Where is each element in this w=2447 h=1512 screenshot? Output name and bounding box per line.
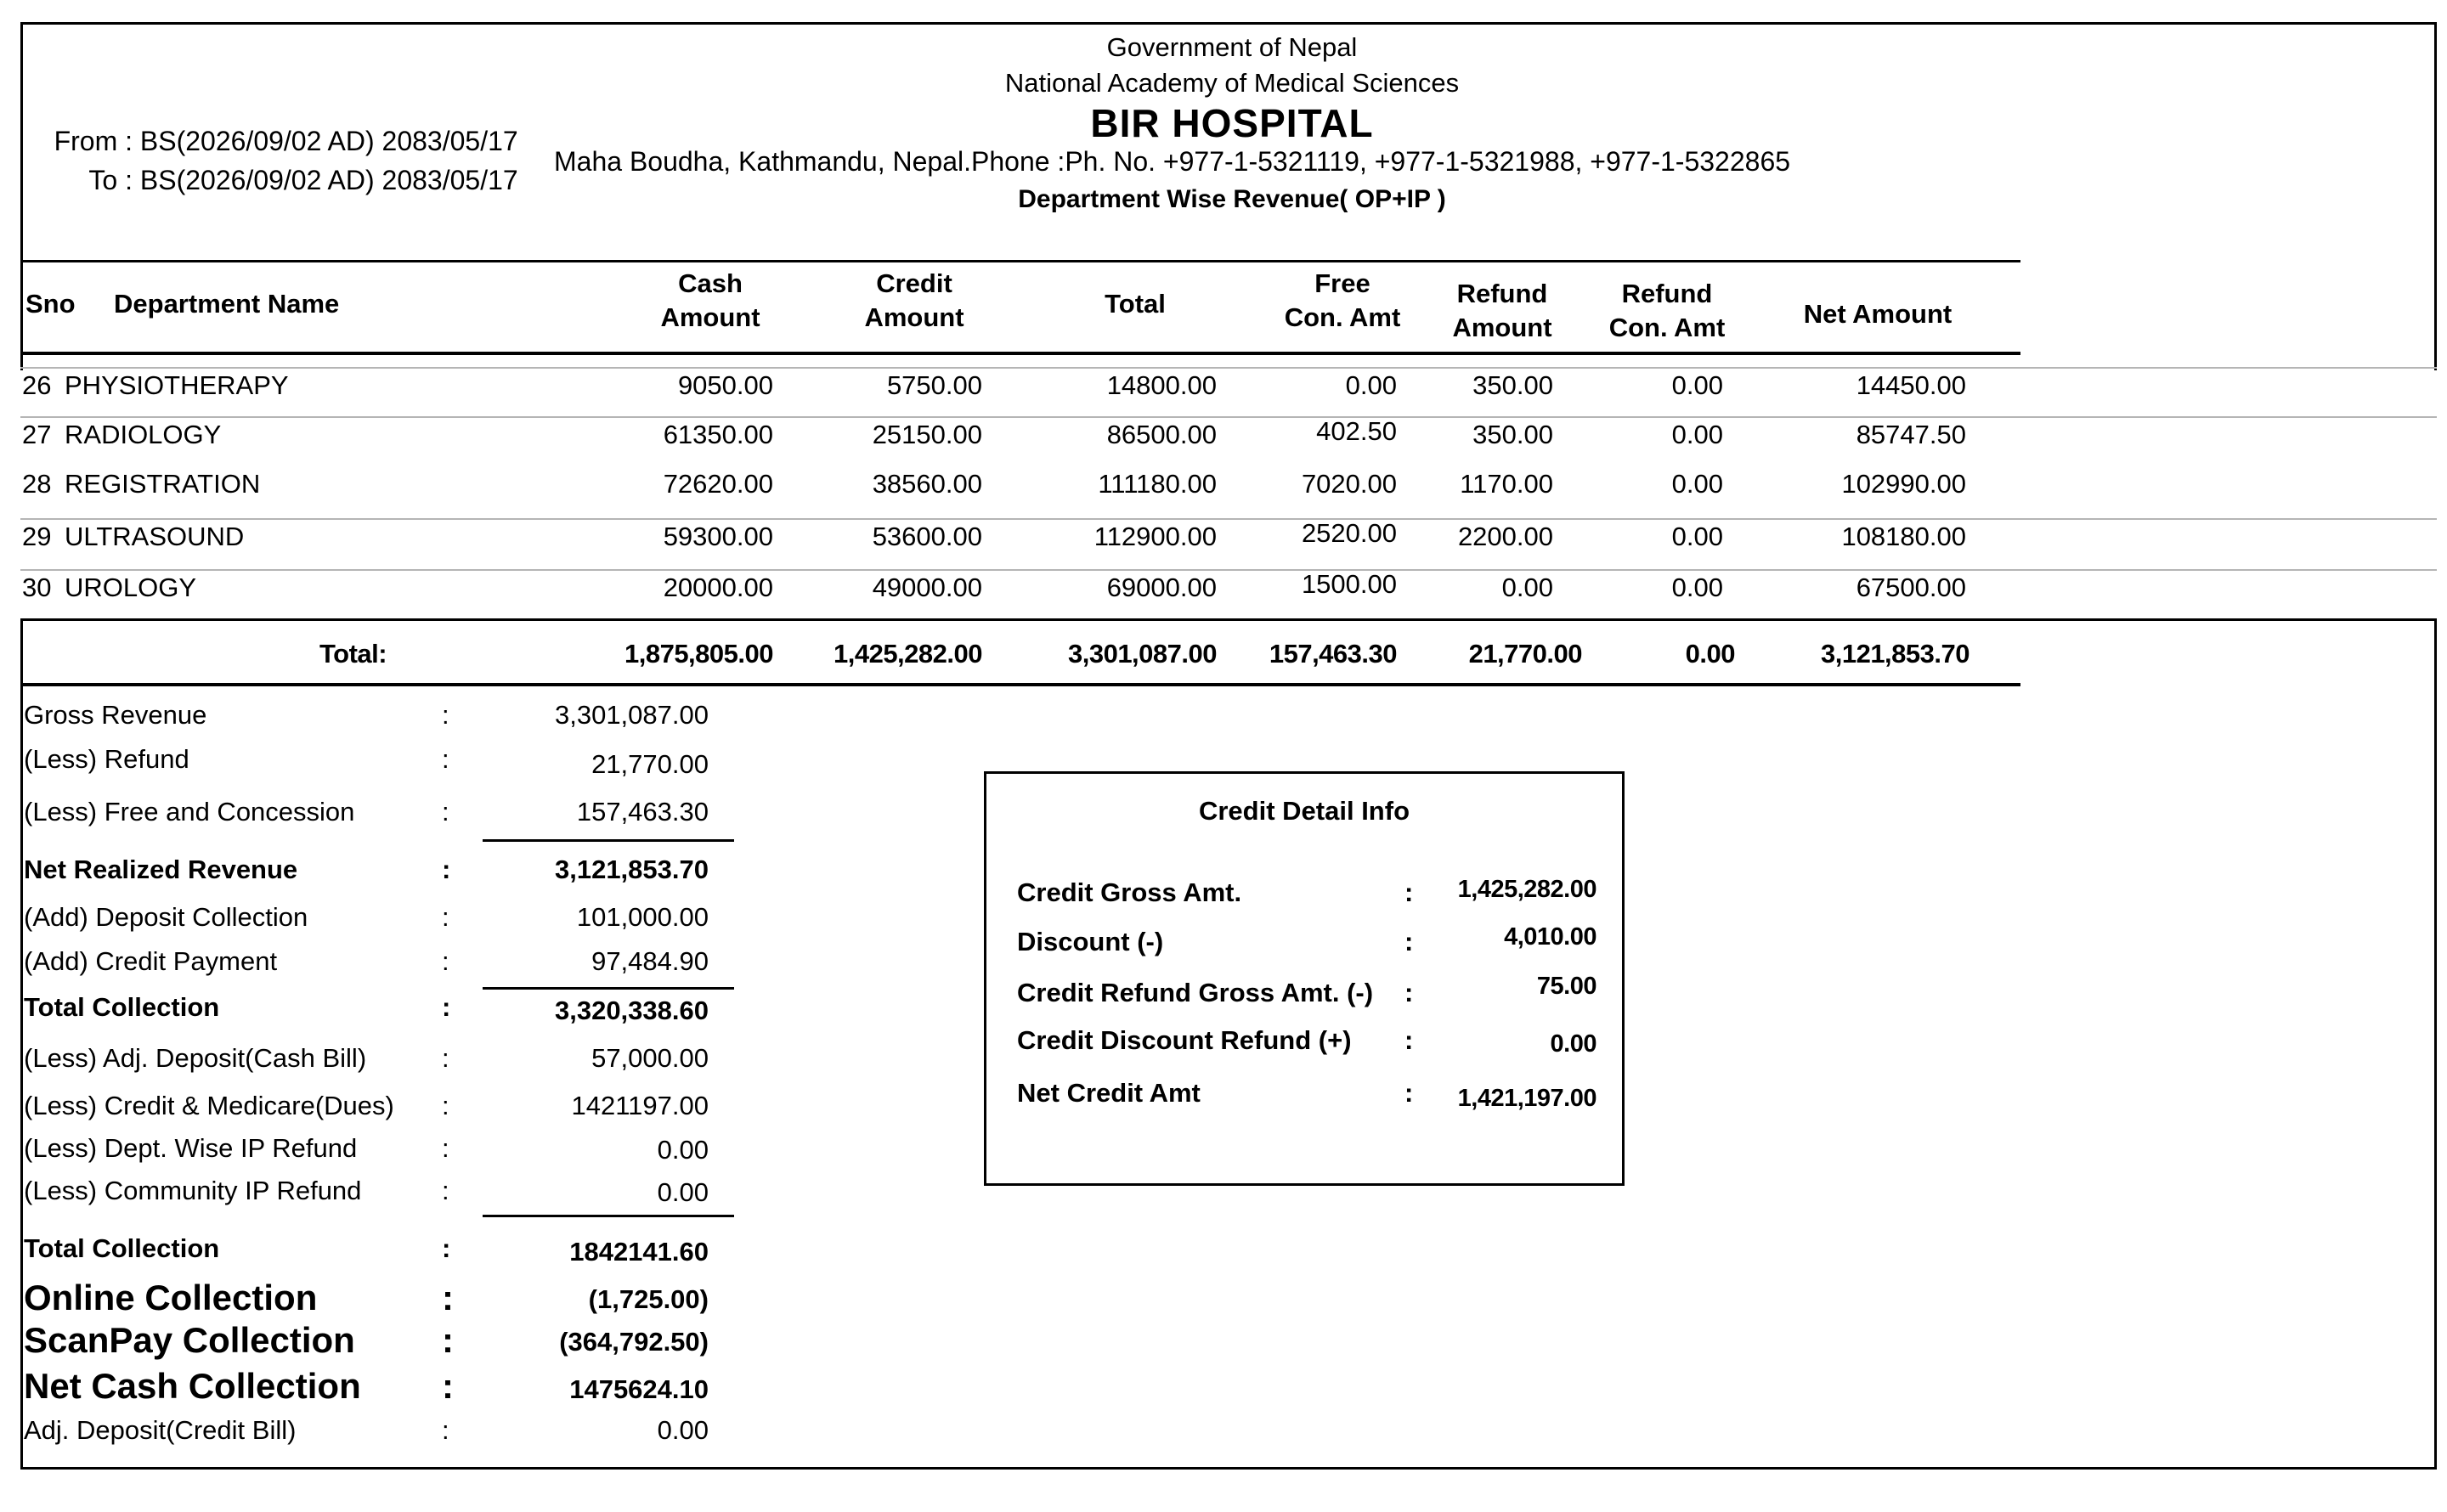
row-dept: RADIOLOGY (65, 420, 222, 449)
row-free: 402.50 (1316, 416, 1397, 446)
to-label: To : (88, 165, 133, 195)
summary-value: 1475624.10 (569, 1374, 709, 1404)
totals-credit: 1,425,282.00 (833, 639, 982, 669)
row-refund: 350.00 (1472, 420, 1553, 449)
credit-value: 1,425,282.00 (1457, 876, 1596, 903)
summary-colon: : (442, 1415, 449, 1445)
row-total: 14800.00 (1106, 370, 1217, 400)
summary-label: (Add) Deposit Collection (24, 902, 308, 932)
totals-total: 3,301,087.00 (1067, 639, 1217, 669)
col-refund (1417, 277, 1587, 345)
credit-colon: : (1404, 1025, 1414, 1055)
credit-value: 4,010.00 (1504, 923, 1596, 951)
summary-rule (483, 987, 734, 990)
credit-label: Credit Refund Gross Amt. (-) (1017, 978, 1374, 1007)
from-value: BS(2026/09/02 AD) 2083/05/17 (139, 126, 518, 156)
col-net: Net Amount (1803, 299, 1953, 329)
summary-colon: : (442, 1278, 454, 1317)
row-free: 1500.00 (1301, 569, 1397, 599)
row-total: 112900.00 (1094, 522, 1217, 551)
date-from (24, 126, 518, 157)
summary-value: 1421197.00 (571, 1091, 709, 1120)
credit-colon: : (1404, 927, 1414, 956)
row-free: 0.00 (1345, 370, 1397, 400)
row-cash: 59300.00 (663, 522, 773, 551)
summary-colon: : (442, 1176, 449, 1205)
col-refund-line2: Amount (1452, 313, 1552, 342)
row-sno: 26 (22, 370, 52, 400)
row-cash: 72620.00 (663, 469, 773, 499)
summary-colon: : (442, 1091, 449, 1120)
row-divider (20, 518, 2437, 520)
row-free: 7020.00 (1301, 469, 1397, 499)
header-top-rule (20, 260, 2020, 262)
totals-net: 3,121,853.70 (1820, 639, 1969, 669)
col-free-line1: Free (1314, 268, 1370, 298)
row-dept: REGISTRATION (65, 469, 261, 499)
row-sno: 29 (22, 522, 52, 551)
summary-label: (Add) Credit Payment (24, 946, 278, 976)
date-to (24, 165, 518, 196)
row-refund: 350.00 (1472, 370, 1553, 400)
credit-value: 0.00 (1550, 1030, 1596, 1058)
credit-value: 1,421,197.00 (1457, 1085, 1596, 1112)
row-sno: 30 (22, 573, 52, 602)
summary-label: (Less) Credit & Medicare(Dues) (24, 1091, 394, 1120)
summary-label: ScanPay Collection (24, 1320, 355, 1360)
col-refund-con (1582, 277, 1752, 345)
col-credit-line2: Amount (864, 302, 964, 332)
summary-label: Net Cash Collection (24, 1366, 361, 1406)
row-divider (20, 416, 2437, 418)
summary-colon: : (442, 1233, 451, 1263)
row-net: 102990.00 (1841, 469, 1966, 499)
credit-label: Net Credit Amt (1017, 1078, 1201, 1108)
row-sno: 28 (22, 469, 52, 499)
totals-refund-con: 0.00 (1685, 639, 1735, 669)
row-divider (20, 569, 2437, 571)
summary-label: (Less) Free and Concession (24, 797, 355, 827)
row-refund: 2200.00 (1457, 522, 1553, 551)
row-refund-con: 0.00 (1671, 370, 1723, 400)
summary-label: (Less) Refund (24, 744, 189, 774)
row-dept: ULTRASOUND (65, 522, 245, 551)
summary-label: Total Collection (24, 992, 220, 1022)
row-dept: PHYSIOTHERAPY (65, 370, 289, 400)
credit-colon: : (1404, 978, 1414, 1007)
row-credit: 53600.00 (872, 522, 982, 551)
summary-value: 3,301,087.00 (554, 700, 709, 730)
summary-colon: : (442, 1320, 454, 1360)
summary-colon: : (442, 797, 449, 827)
row-net: 85747.50 (1856, 420, 1966, 449)
col-credit-line1: Credit (876, 268, 952, 298)
summary-value: (1,725.00) (588, 1284, 709, 1314)
col-free-line2: Con. Amt (1284, 302, 1401, 332)
col-cash (625, 267, 795, 335)
summary-colon: : (442, 992, 451, 1022)
summary-value: 3,121,853.70 (554, 855, 709, 884)
col-cash-line1: Cash (678, 268, 743, 298)
totals-rule (20, 683, 2020, 686)
row-credit: 5750.00 (886, 370, 982, 400)
summary-colon: : (442, 1043, 449, 1073)
summary-colon: : (442, 1133, 449, 1163)
summary-label: Adj. Deposit(Credit Bill) (24, 1415, 297, 1445)
summary-colon: : (442, 902, 449, 932)
row-credit: 25150.00 (872, 420, 982, 449)
row-refund-con: 0.00 (1671, 573, 1723, 602)
col-refundcon-line1: Refund (1621, 279, 1713, 308)
row-refund-con: 0.00 (1671, 522, 1723, 551)
row-refund-con: 0.00 (1671, 420, 1723, 449)
row-refund: 0.00 (1501, 573, 1553, 602)
row-refund-con: 0.00 (1671, 469, 1723, 499)
row-net: 67500.00 (1856, 573, 1966, 602)
summary-colon: : (442, 700, 449, 730)
summary-value: 101,000.00 (576, 902, 709, 932)
summary-colon: : (442, 946, 449, 976)
row-credit: 38560.00 (872, 469, 982, 499)
summary-value: 0.00 (657, 1135, 709, 1165)
summary-value: 57,000.00 (591, 1043, 709, 1073)
col-refund-line1: Refund (1456, 279, 1548, 308)
from-label: From : (54, 126, 133, 156)
totals-free: 157,463.30 (1269, 639, 1397, 669)
credit-detail-box (984, 771, 1625, 1186)
summary-colon: : (442, 855, 451, 884)
header-rule-light (20, 367, 2437, 369)
summary-label: Gross Revenue (24, 700, 207, 730)
summary-colon: : (442, 744, 449, 774)
hospital-name: BIR HOSPITAL (1090, 101, 1374, 145)
totals-refund: 21,770.00 (1468, 639, 1582, 669)
row-net: 14450.00 (1856, 370, 1966, 400)
summary-value: (364,792.50) (559, 1327, 709, 1357)
summary-value: 1842141.60 (569, 1237, 709, 1267)
summary-label: Total Collection (24, 1233, 220, 1263)
to-value: BS(2026/09/02 AD) 2083/05/17 (139, 165, 518, 195)
row-net: 108180.00 (1841, 522, 1966, 551)
summary-label: Online Collection (24, 1278, 318, 1317)
summary-value: 157,463.30 (576, 797, 709, 827)
credit-value: 75.00 (1536, 973, 1596, 1000)
col-refundcon-line2: Con. Amt (1608, 313, 1726, 342)
col-dept: Department Name (114, 289, 340, 319)
totals-label: Total: (319, 639, 387, 669)
summary-colon: : (442, 1366, 454, 1406)
summary-label: (Less) Adj. Deposit(Cash Bill) (24, 1043, 367, 1073)
col-free (1257, 267, 1427, 335)
credit-label: Credit Gross Amt. (1017, 877, 1242, 907)
row-dept: UROLOGY (65, 573, 197, 602)
col-sno: Sno (25, 289, 76, 319)
credit-detail-title: Credit Detail Info (1198, 796, 1410, 826)
row-free: 2520.00 (1301, 518, 1397, 548)
gov-title: Government of Nepal (1106, 32, 1358, 62)
summary-label: (Less) Dept. Wise IP Refund (24, 1133, 358, 1163)
row-cash: 9050.00 (677, 370, 773, 400)
hospital-address: Maha Boudha, Kathmandu, Nepal.Phone :Ph. No. +977-1-5321119, +977-1-5321988, +977-1-5322865 (554, 146, 1791, 177)
col-cash-line2: Amount (660, 302, 760, 332)
row-cash: 61350.00 (663, 420, 773, 449)
col-total: Total (1105, 289, 1166, 319)
summary-rule (483, 839, 734, 842)
totals-cash: 1,875,805.00 (624, 639, 773, 669)
credit-label: Discount (-) (1017, 927, 1164, 956)
summary-value: 0.00 (657, 1415, 709, 1445)
row-total: 69000.00 (1106, 573, 1217, 602)
summary-value: 97,484.90 (591, 946, 709, 976)
row-total: 111180.00 (1098, 469, 1217, 499)
credit-colon: : (1404, 1078, 1414, 1108)
summary-rule (483, 1215, 734, 1217)
report-title: Department Wise Revenue( OP+IP ) (1018, 185, 1446, 213)
academy-title: National Academy of Medical Sciences (1004, 68, 1460, 98)
row-credit: 49000.00 (872, 573, 982, 602)
header-bottom-rule (20, 352, 2020, 355)
credit-colon: : (1404, 877, 1414, 907)
row-cash: 20000.00 (663, 573, 773, 602)
row-refund: 1170.00 (1460, 469, 1553, 499)
row-total: 86500.00 (1106, 420, 1217, 449)
summary-value: 0.00 (657, 1177, 709, 1207)
summary-value: 21,770.00 (591, 749, 709, 779)
summary-label: Net Realized Revenue (24, 855, 298, 884)
row-sno: 27 (22, 420, 52, 449)
summary-value: 3,320,338.60 (554, 996, 709, 1025)
credit-label: Credit Discount Refund (+) (1017, 1025, 1352, 1055)
col-credit (829, 267, 999, 335)
summary-label: (Less) Community IP Refund (24, 1176, 362, 1205)
